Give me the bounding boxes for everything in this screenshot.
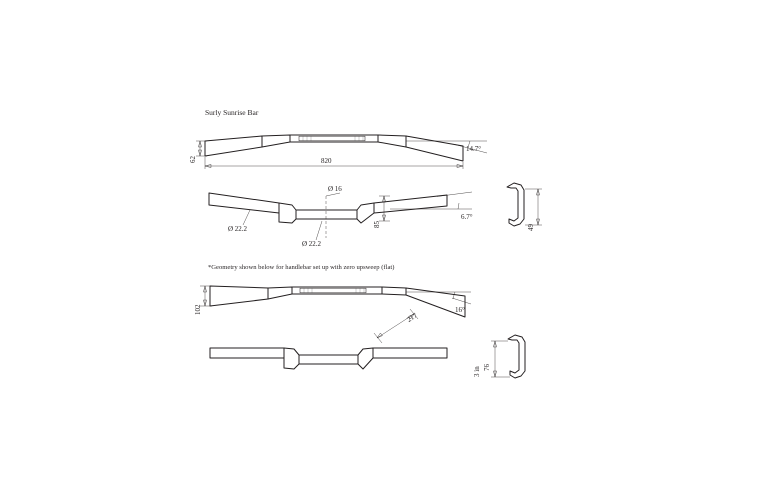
- top-view-flat-geometry: [200, 286, 471, 343]
- dim-grip-diameter: Ø 22.2: [228, 225, 248, 233]
- geometry-note: *Geometry shown below for handlebar set up with zero upsweep (flat): [208, 264, 395, 271]
- dim-rise-mm: 76: [483, 364, 491, 371]
- dim-reach-offset: 217: [405, 311, 419, 324]
- dim-width-overall: 820: [321, 157, 332, 165]
- dim-bar-end-diameter: Ø 22.2: [302, 240, 322, 248]
- top-view-geometry: [196, 135, 487, 169]
- front-view-flat-geometry: [210, 348, 447, 369]
- dim-backsweep-angle-flat: 16°: [455, 306, 465, 314]
- dim-upsweep-angle: 6.7°: [461, 213, 473, 221]
- dim-clamp-diameter: Ø 16: [328, 185, 342, 193]
- dim-depth-offset: 102: [194, 304, 202, 315]
- side-view-geometry: [507, 183, 542, 226]
- drawing-title: Surly Sunrise Bar: [205, 108, 259, 117]
- dim-rise-height: 85: [373, 221, 381, 228]
- side-view-flat-geometry: [491, 335, 525, 378]
- front-view-geometry: [209, 192, 472, 240]
- dim-backsweep-angle: 14.7°: [466, 145, 482, 153]
- dim-rise-offset-vertical: 62: [189, 156, 197, 163]
- dim-rise-in: 3 in: [473, 366, 481, 377]
- dim-side-rise: 49: [527, 224, 535, 231]
